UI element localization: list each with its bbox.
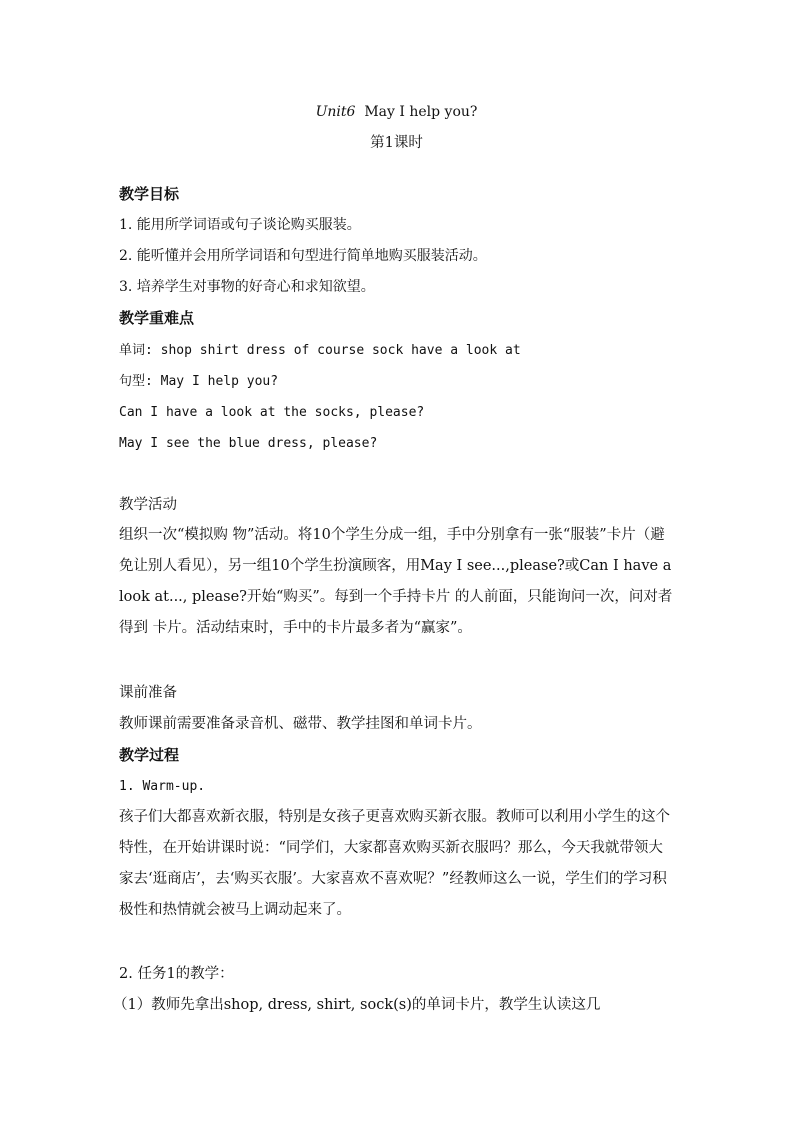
preparation-heading: 课前准备 [119, 685, 177, 701]
key-words-line: 单词: shop shirt dress of course sock have a look at [119, 343, 521, 358]
activity-heading: 教学活动 [119, 497, 177, 513]
goal-item-2: 2. 能听懂并会用所学词语和句型进行简单地购买服装活动。 [119, 248, 487, 264]
process-step-1-text: 孩子们大都喜欢新衣服，特别是女孩子更喜欢购买新衣服。教师可以利用小学生的这个特性，在开始讲课时说：“同学们，大家都喜欢购买新衣服吗？那么，今天我就带领大家去‘逛商店’，去‘购买衣服’。大家喜欢不喜欢呢？”经教师这么一说，学生们的学习积极性和热情就会被马上调动起来了。 [119, 809, 670, 918]
goal-item-3: 3. 培养学生对事物的好奇心和求知欲望。 [119, 279, 375, 295]
title-question: May I help you? [364, 104, 478, 120]
key-pattern-2: Can I have a look at the socks, please? [119, 405, 425, 420]
lesson-subtitle: 第1课时 [370, 135, 423, 151]
goals-heading: 教学目标 [119, 185, 180, 203]
process-step-2: 2. 任务1的教学： [119, 966, 234, 982]
key-patterns-line: 句型: May I help you? [119, 374, 279, 389]
activity-text: 组织一次“模拟购 物”活动。将10个学生分成一组，手中分别拿有一张“服装”卡片（避免让别人看见），另一组10个学生扮演顾客，用May I see...,please?或Can I have a look at..., please?开始“购买”。每到一个手持卡片 的人前面，只能询问一次，问对者得到 卡片。活动结束时，手中的卡片最多者为“赢家”。 [119, 527, 673, 636]
preparation-text: 教师课前需要准备录音机、磁带、教学挂图和单词卡片。 [119, 716, 482, 732]
process-step-1: 1. Warm-up. [119, 779, 206, 794]
key-points-heading: 教学重难点 [119, 309, 195, 327]
process-heading: 教学过程 [119, 746, 180, 764]
goal-item-1: 1. 能用所学词语或句子谈论购买服装。 [119, 217, 361, 233]
document-title [0, 102, 793, 122]
title-unit: Unit6 [315, 104, 356, 120]
key-pattern-3: May I see the blue dress, please? [119, 436, 378, 451]
process-step-2-sub-1: （1）教师先拿出shop, dress, shirt, sock(s)的单词卡片，教学生认读这几 [113, 997, 601, 1013]
